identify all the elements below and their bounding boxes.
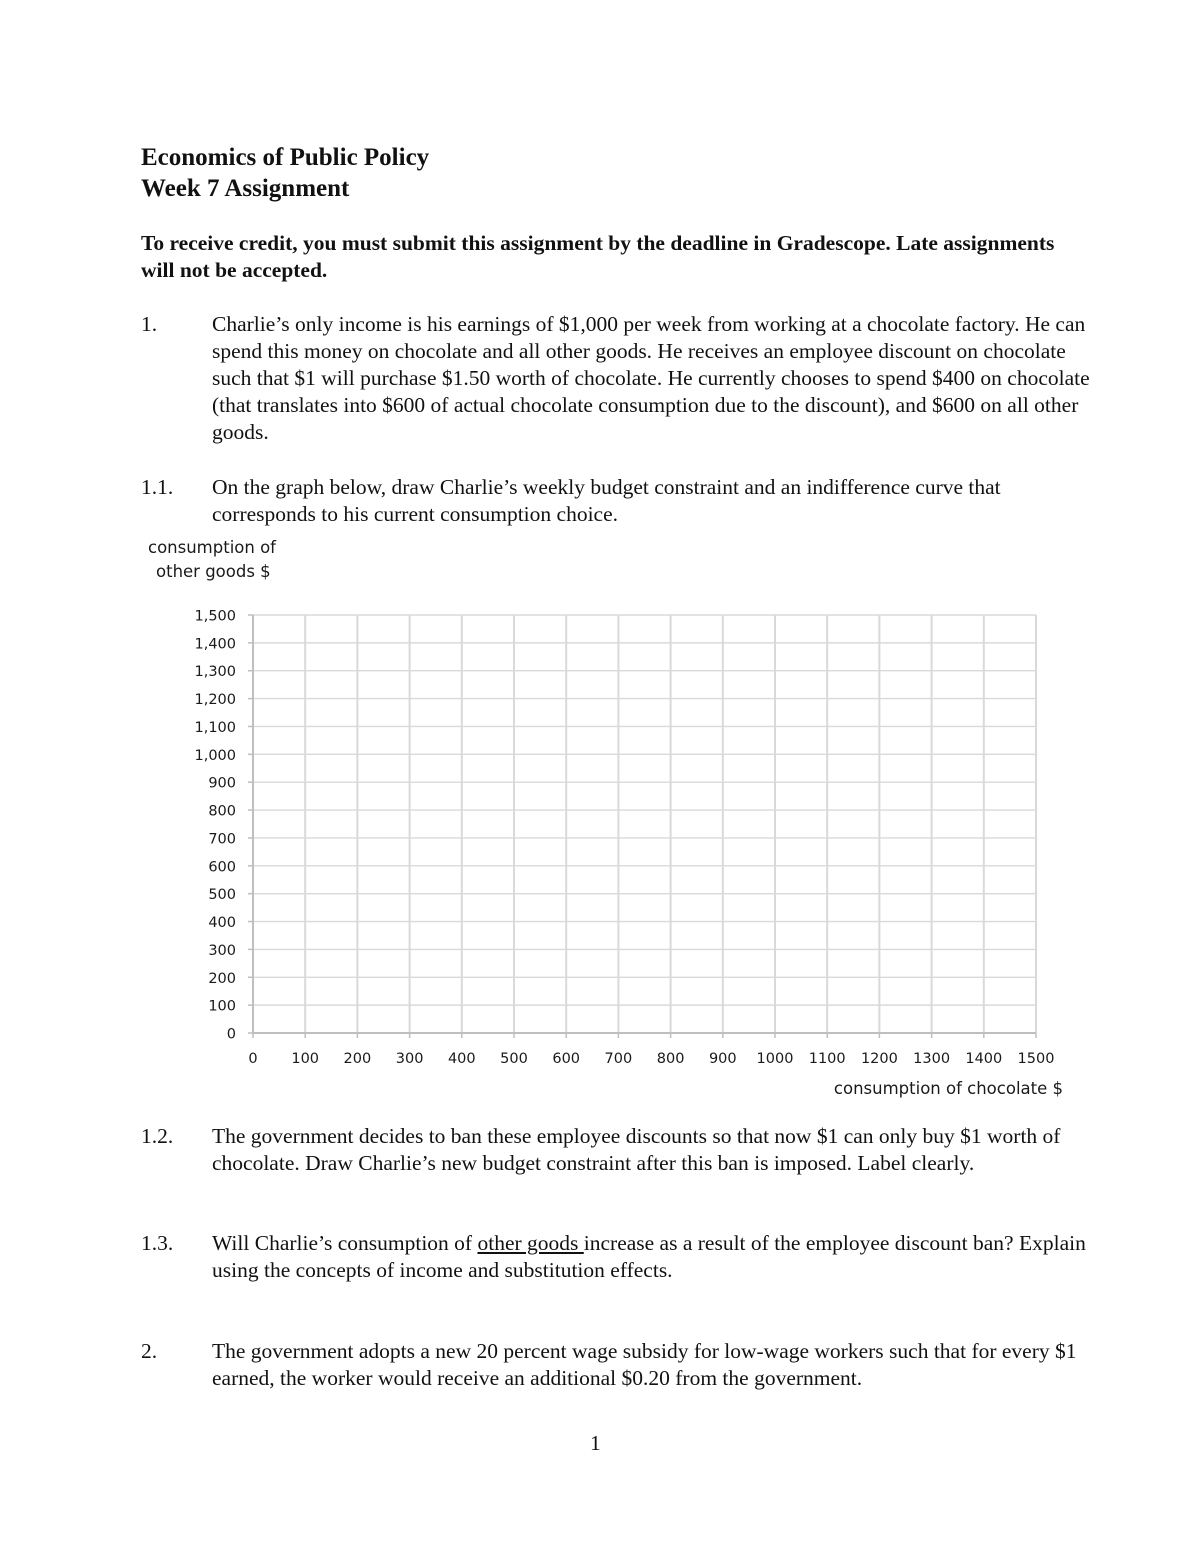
x-tick-label: 0 [248, 1051, 258, 1067]
x-tick-label: 900 [708, 1051, 737, 1067]
x-tick-label: 1100 [808, 1051, 846, 1067]
y-tick-label: 1,300 [194, 664, 236, 681]
question-number: 2. [141, 1339, 158, 1363]
question-text: The government adopts a new 20 percent wage subsidy for low-wage workers such that for every $1 earned, the worker would receive an additional $0.20 from the government. [212, 1339, 1077, 1390]
y-tick-label: 1,400 [194, 636, 236, 653]
y-tick-label: 800 [208, 803, 236, 820]
y-tick-label: 200 [208, 970, 236, 987]
page-number: 1 [590, 1431, 601, 1455]
y-tick-label: 1,200 [194, 692, 236, 709]
x-tick-labels [248, 1051, 1054, 1067]
y-tick-label: 900 [208, 775, 236, 792]
question-number: 1.3. [141, 1231, 174, 1255]
submission-notice: To receive credit, you must submit this assignment by the deadline in Gradescope. Late assignments will not be accepted. [141, 231, 1055, 282]
y-axis-label-line1: consumption of [148, 538, 276, 557]
x-tick-label: 200 [343, 1051, 372, 1067]
y-tick-label: 100 [208, 998, 236, 1015]
y-tick-label: 500 [208, 887, 236, 904]
question-number: 1.1. [141, 475, 174, 499]
y-tick-label: 1,500 [194, 608, 236, 625]
question-number: 1.2. [141, 1124, 174, 1148]
y-tick-label: 700 [208, 831, 236, 848]
x-axis-label: consumption of chocolate $ [833, 1079, 1063, 1098]
y-tick-label: 600 [208, 859, 236, 876]
question-2 [141, 1338, 1091, 1392]
x-tick-label: 1000 [756, 1051, 794, 1067]
question-1-2 [141, 1123, 1091, 1177]
x-tick-label: 300 [395, 1051, 424, 1067]
x-tick-label: 800 [656, 1051, 685, 1067]
underlined-phrase: other goods [477, 1231, 584, 1255]
y-tick-label: 0 [226, 1026, 236, 1043]
question-text-before: Will Charlie’s consumption of [212, 1231, 478, 1255]
chart-axes [248, 615, 1036, 1038]
chart-grid [253, 615, 1036, 1033]
x-tick-label: 1500 [1017, 1051, 1055, 1067]
x-tick-label: 1200 [860, 1051, 898, 1067]
x-tick-label: 500 [500, 1051, 528, 1067]
x-tick-label: 1400 [965, 1051, 1003, 1067]
y-tick-label: 300 [208, 942, 236, 959]
y-tick-label: 400 [208, 915, 236, 932]
question-number: 1. [141, 312, 158, 336]
question-text: The government decides to ban these employee discounts so that now $1 can only buy $1 worth of chocolate. Draw Charlie’s new budget constraint after this ban is imposed. Label clearly. [212, 1124, 1061, 1175]
x-tick-label: 100 [291, 1051, 320, 1067]
question-text-after: increase as a result of the employee discount ban? Explain using the concepts of income and substitution effects. [212, 1231, 1086, 1282]
course-title: Economics of Public Policy [141, 144, 430, 171]
x-tick-label: 700 [604, 1051, 633, 1067]
question-1-3 [141, 1230, 1091, 1284]
question-text: On the graph below, draw Charlie’s weekly budget constraint and an indifference curve that corresponds to his current consumption choice. [212, 475, 1001, 526]
y-tick-label: 1,100 [194, 719, 236, 736]
x-tick-label: 400 [447, 1051, 476, 1067]
y-axis-label-line2: other goods $ [156, 562, 271, 581]
y-tick-label: 1,000 [194, 747, 236, 764]
question-text: Charlie’s only income is his earnings of $1,000 per week from working at a chocolate factory. He can spend this money on chocolate and all other goods. He receives an employee discount on chocolate such that $1 will purchase $1.50 worth of chocolate. He currently chooses to spend $400 on chocolate (that translates into $600 of actual chocolate consumption due to the discount), and $600 on all other goods. [212, 312, 1090, 444]
x-tick-label: 1300 [913, 1051, 951, 1067]
x-tick-label: 600 [552, 1051, 581, 1067]
assignment-title: Week 7 Assignment [141, 175, 350, 202]
question-text [212, 1230, 1092, 1284]
y-tick-labels [194, 609, 236, 1043]
